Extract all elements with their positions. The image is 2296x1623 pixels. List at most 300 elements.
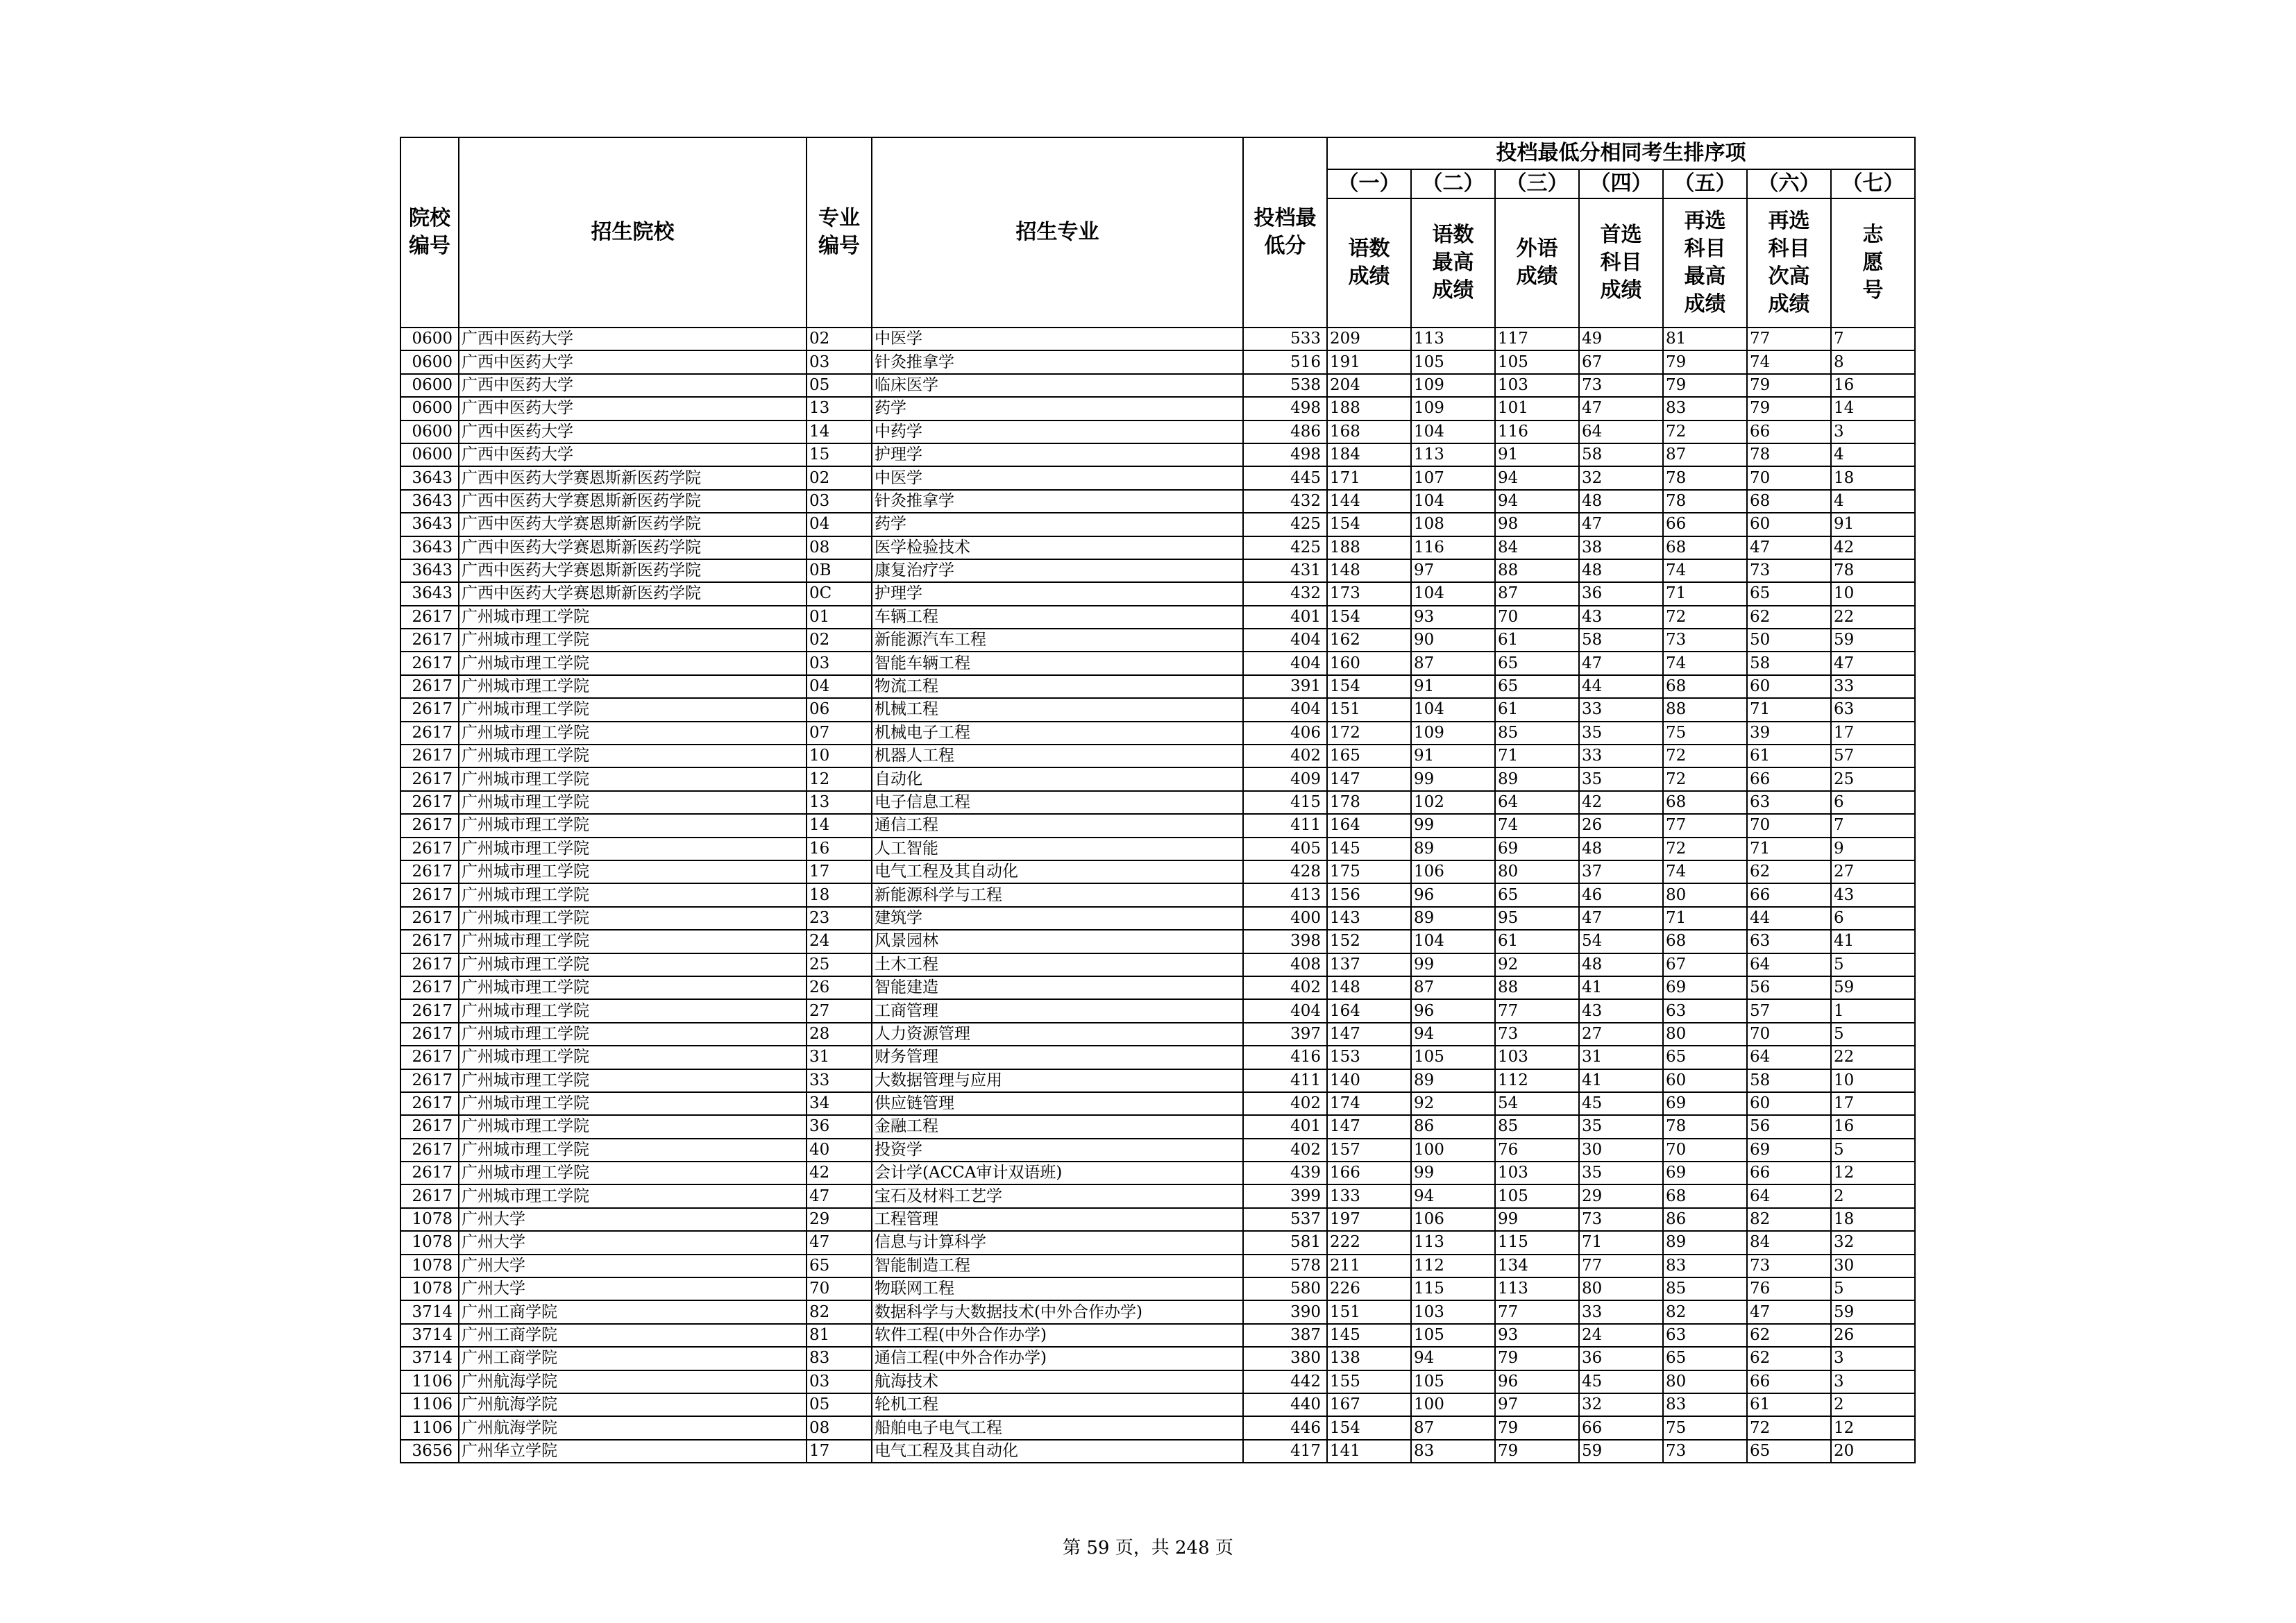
table-row bbox=[400, 559, 1915, 582]
school-name-cell: 广西中医药大学 bbox=[459, 328, 807, 350]
sort7-cell: 22 bbox=[1831, 1046, 1915, 1069]
table-row bbox=[400, 791, 1915, 814]
school-name-cell: 广州城市理工学院 bbox=[459, 907, 807, 930]
sort5-cell: 73 bbox=[1663, 1440, 1747, 1463]
table-row bbox=[400, 1208, 1915, 1231]
table-row bbox=[400, 606, 1915, 629]
school-code-cell: 2617 bbox=[400, 1092, 459, 1115]
sort1-cell: 165 bbox=[1327, 745, 1411, 767]
school-code-cell: 0600 bbox=[400, 374, 459, 397]
sort4-cell: 43 bbox=[1579, 606, 1663, 629]
sort7-cell: 16 bbox=[1831, 374, 1915, 397]
major-name-cell: 投资学 bbox=[872, 1139, 1243, 1162]
school-code-cell: 3714 bbox=[400, 1347, 459, 1370]
sort2-cell: 93 bbox=[1411, 606, 1495, 629]
table-row bbox=[400, 397, 1915, 420]
sort5-cell: 72 bbox=[1663, 745, 1747, 767]
sort2-cell: 100 bbox=[1411, 1393, 1495, 1416]
sort7-cell: 22 bbox=[1831, 606, 1915, 629]
min-score-cell: 401 bbox=[1243, 606, 1327, 629]
school-name-cell: 广州工商学院 bbox=[459, 1347, 807, 1370]
sort5-cell: 83 bbox=[1663, 397, 1747, 420]
sort-col-4-label: 首选科目成绩 bbox=[1579, 198, 1663, 328]
school-name-cell: 广西中医药大学赛恩斯新医药学院 bbox=[459, 536, 807, 559]
sort6-cell: 62 bbox=[1747, 1324, 1831, 1347]
sort5-cell: 78 bbox=[1663, 490, 1747, 513]
min-score-cell: 538 bbox=[1243, 374, 1327, 397]
sort4-cell: 33 bbox=[1579, 1300, 1663, 1323]
sort5-cell: 65 bbox=[1663, 1347, 1747, 1370]
sort1-cell: 148 bbox=[1327, 976, 1411, 999]
sort3-cell: 88 bbox=[1495, 976, 1579, 999]
sort5-cell: 86 bbox=[1663, 1208, 1747, 1231]
sort1-cell: 147 bbox=[1327, 767, 1411, 790]
table-row bbox=[400, 582, 1915, 605]
major-name-cell: 电气工程及其自动化 bbox=[872, 1440, 1243, 1463]
sort7-cell: 16 bbox=[1831, 1115, 1915, 1138]
header-major-name: 招生专业 bbox=[872, 137, 1243, 328]
major-code-cell: 05 bbox=[807, 1393, 872, 1416]
sort3-cell: 89 bbox=[1495, 767, 1579, 790]
school-name-cell: 广州大学 bbox=[459, 1277, 807, 1300]
min-score-cell: 404 bbox=[1243, 629, 1327, 652]
major-name-cell: 数据科学与大数据技术(中外合作办学) bbox=[872, 1300, 1243, 1323]
sort7-cell: 3 bbox=[1831, 1370, 1915, 1393]
sort4-cell: 77 bbox=[1579, 1255, 1663, 1277]
school-name-cell: 广西中医药大学赛恩斯新医药学院 bbox=[459, 559, 807, 582]
major-name-cell: 人力资源管理 bbox=[872, 1023, 1243, 1046]
sort3-cell: 87 bbox=[1495, 582, 1579, 605]
sort5-cell: 75 bbox=[1663, 1416, 1747, 1439]
school-code-cell: 2617 bbox=[400, 976, 459, 999]
sort1-cell: 178 bbox=[1327, 791, 1411, 814]
sort7-cell: 78 bbox=[1831, 559, 1915, 582]
sort3-cell: 85 bbox=[1495, 722, 1579, 745]
sort4-cell: 67 bbox=[1579, 350, 1663, 373]
sort1-cell: 154 bbox=[1327, 513, 1411, 536]
school-name-cell: 广州城市理工学院 bbox=[459, 1115, 807, 1138]
sort7-cell: 41 bbox=[1831, 930, 1915, 953]
school-code-cell: 1078 bbox=[400, 1208, 459, 1231]
sort3-cell: 94 bbox=[1495, 466, 1579, 489]
sort5-cell: 79 bbox=[1663, 374, 1747, 397]
sort1-cell: 153 bbox=[1327, 1046, 1411, 1069]
sort6-cell: 58 bbox=[1747, 652, 1831, 674]
sort3-cell: 91 bbox=[1495, 443, 1579, 466]
sort6-cell: 66 bbox=[1747, 420, 1831, 443]
sort4-cell: 30 bbox=[1579, 1139, 1663, 1162]
major-code-cell: 65 bbox=[807, 1255, 872, 1277]
sort-col-5-num: （五） bbox=[1663, 169, 1747, 198]
major-code-cell: 06 bbox=[807, 698, 872, 721]
sort3-cell: 113 bbox=[1495, 1277, 1579, 1300]
sort4-cell: 35 bbox=[1579, 722, 1663, 745]
sort1-cell: 141 bbox=[1327, 1440, 1411, 1463]
table-row bbox=[400, 1370, 1915, 1393]
school-name-cell: 广州城市理工学院 bbox=[459, 883, 807, 906]
sort1-cell: 156 bbox=[1327, 883, 1411, 906]
table-row bbox=[400, 1184, 1915, 1207]
sort3-cell: 96 bbox=[1495, 1370, 1579, 1393]
sort4-cell: 45 bbox=[1579, 1370, 1663, 1393]
sort5-cell: 68 bbox=[1663, 791, 1747, 814]
sort4-cell: 31 bbox=[1579, 1046, 1663, 1069]
school-name-cell: 广州工商学院 bbox=[459, 1300, 807, 1323]
sort7-cell: 27 bbox=[1831, 860, 1915, 883]
min-score-cell: 411 bbox=[1243, 1069, 1327, 1092]
sort2-cell: 83 bbox=[1411, 1440, 1495, 1463]
sort2-cell: 89 bbox=[1411, 838, 1495, 860]
sort3-cell: 95 bbox=[1495, 907, 1579, 930]
sort1-cell: 148 bbox=[1327, 559, 1411, 582]
min-score-cell: 432 bbox=[1243, 490, 1327, 513]
school-name-cell: 广州大学 bbox=[459, 1208, 807, 1231]
min-score-cell: 406 bbox=[1243, 722, 1327, 745]
table-row bbox=[400, 1092, 1915, 1115]
sort3-cell: 61 bbox=[1495, 930, 1579, 953]
sort4-cell: 35 bbox=[1579, 1115, 1663, 1138]
major-code-cell: 18 bbox=[807, 883, 872, 906]
school-name-cell: 广州城市理工学院 bbox=[459, 1092, 807, 1115]
sort2-cell: 105 bbox=[1411, 1324, 1495, 1347]
min-score-cell: 580 bbox=[1243, 1277, 1327, 1300]
sort2-cell: 116 bbox=[1411, 536, 1495, 559]
school-name-cell: 广州城市理工学院 bbox=[459, 930, 807, 953]
school-code-cell: 0600 bbox=[400, 328, 459, 350]
major-name-cell: 大数据管理与应用 bbox=[872, 1069, 1243, 1092]
sort3-cell: 93 bbox=[1495, 1324, 1579, 1347]
table-row bbox=[400, 466, 1915, 489]
sort7-cell: 32 bbox=[1831, 1231, 1915, 1254]
sort6-cell: 50 bbox=[1747, 629, 1831, 652]
sort5-cell: 71 bbox=[1663, 582, 1747, 605]
school-code-cell: 2617 bbox=[400, 1023, 459, 1046]
min-score-cell: 431 bbox=[1243, 559, 1327, 582]
sort7-cell: 25 bbox=[1831, 767, 1915, 790]
major-code-cell: 70 bbox=[807, 1277, 872, 1300]
major-name-cell: 物联网工程 bbox=[872, 1277, 1243, 1300]
header-major-code: 专业编号 bbox=[807, 137, 872, 328]
major-code-cell: 26 bbox=[807, 976, 872, 999]
sort3-cell: 69 bbox=[1495, 838, 1579, 860]
major-code-cell: 24 bbox=[807, 930, 872, 953]
school-name-cell: 广州城市理工学院 bbox=[459, 722, 807, 745]
school-name-cell: 广州城市理工学院 bbox=[459, 860, 807, 883]
sort3-cell: 85 bbox=[1495, 1115, 1579, 1138]
table-row bbox=[400, 536, 1915, 559]
sort5-cell: 68 bbox=[1663, 675, 1747, 698]
sort6-cell: 47 bbox=[1747, 1300, 1831, 1323]
sort3-cell: 112 bbox=[1495, 1069, 1579, 1092]
school-code-cell: 1106 bbox=[400, 1370, 459, 1393]
sort6-cell: 71 bbox=[1747, 698, 1831, 721]
major-code-cell: 47 bbox=[807, 1231, 872, 1254]
major-code-cell: 15 bbox=[807, 443, 872, 466]
school-name-cell: 广州城市理工学院 bbox=[459, 767, 807, 790]
table-row bbox=[400, 443, 1915, 466]
sort1-cell: 171 bbox=[1327, 466, 1411, 489]
major-code-cell: 04 bbox=[807, 675, 872, 698]
table-row bbox=[400, 814, 1915, 837]
sort4-cell: 41 bbox=[1579, 1069, 1663, 1092]
sort2-cell: 89 bbox=[1411, 907, 1495, 930]
min-score-cell: 402 bbox=[1243, 745, 1327, 767]
sort2-cell: 100 bbox=[1411, 1139, 1495, 1162]
sort6-cell: 74 bbox=[1747, 350, 1831, 373]
major-name-cell: 信息与计算科学 bbox=[872, 1231, 1243, 1254]
major-name-cell: 工商管理 bbox=[872, 999, 1243, 1022]
sort5-cell: 77 bbox=[1663, 814, 1747, 837]
sort6-cell: 70 bbox=[1747, 814, 1831, 837]
sort7-cell: 18 bbox=[1831, 466, 1915, 489]
major-name-cell: 人工智能 bbox=[872, 838, 1243, 860]
sort-col-3-num: （三） bbox=[1495, 169, 1579, 198]
table-row bbox=[400, 1162, 1915, 1184]
major-name-cell: 电气工程及其自动化 bbox=[872, 860, 1243, 883]
school-code-cell: 2617 bbox=[400, 1115, 459, 1138]
min-score-cell: 409 bbox=[1243, 767, 1327, 790]
sort4-cell: 58 bbox=[1579, 629, 1663, 652]
sort3-cell: 92 bbox=[1495, 953, 1579, 976]
sort4-cell: 27 bbox=[1579, 1023, 1663, 1046]
sort7-cell: 59 bbox=[1831, 629, 1915, 652]
major-code-cell: 12 bbox=[807, 767, 872, 790]
school-code-cell: 2617 bbox=[400, 722, 459, 745]
sort1-cell: 174 bbox=[1327, 1092, 1411, 1115]
school-name-cell: 广州航海学院 bbox=[459, 1370, 807, 1393]
sort1-cell: 191 bbox=[1327, 350, 1411, 373]
sort4-cell: 48 bbox=[1579, 953, 1663, 976]
major-name-cell: 中医学 bbox=[872, 466, 1243, 489]
major-name-cell: 物流工程 bbox=[872, 675, 1243, 698]
sort2-cell: 92 bbox=[1411, 1092, 1495, 1115]
sort2-cell: 86 bbox=[1411, 1115, 1495, 1138]
major-code-cell: 0C bbox=[807, 582, 872, 605]
sort5-cell: 80 bbox=[1663, 1370, 1747, 1393]
sort5-cell: 88 bbox=[1663, 698, 1747, 721]
table-row bbox=[400, 675, 1915, 698]
sort3-cell: 116 bbox=[1495, 420, 1579, 443]
major-code-cell: 03 bbox=[807, 490, 872, 513]
school-code-cell: 3714 bbox=[400, 1324, 459, 1347]
min-score-cell: 399 bbox=[1243, 1184, 1327, 1207]
sort7-cell: 12 bbox=[1831, 1416, 1915, 1439]
sort4-cell: 58 bbox=[1579, 443, 1663, 466]
school-code-cell: 3643 bbox=[400, 490, 459, 513]
sort4-cell: 48 bbox=[1579, 490, 1663, 513]
sort4-cell: 43 bbox=[1579, 999, 1663, 1022]
sort2-cell: 109 bbox=[1411, 374, 1495, 397]
sort2-cell: 108 bbox=[1411, 513, 1495, 536]
school-code-cell: 2617 bbox=[400, 814, 459, 837]
major-code-cell: 02 bbox=[807, 466, 872, 489]
sort5-cell: 67 bbox=[1663, 953, 1747, 976]
major-name-cell: 自动化 bbox=[872, 767, 1243, 790]
school-code-cell: 0600 bbox=[400, 397, 459, 420]
school-code-cell: 0600 bbox=[400, 350, 459, 373]
min-score-cell: 439 bbox=[1243, 1162, 1327, 1184]
school-code-cell: 0600 bbox=[400, 420, 459, 443]
sort3-cell: 79 bbox=[1495, 1416, 1579, 1439]
sort3-cell: 101 bbox=[1495, 397, 1579, 420]
sort3-cell: 61 bbox=[1495, 698, 1579, 721]
major-code-cell: 02 bbox=[807, 629, 872, 652]
school-name-cell: 广西中医药大学赛恩斯新医药学院 bbox=[459, 490, 807, 513]
sort3-cell: 115 bbox=[1495, 1231, 1579, 1254]
school-code-cell: 1078 bbox=[400, 1277, 459, 1300]
min-score-cell: 442 bbox=[1243, 1370, 1327, 1393]
sort4-cell: 48 bbox=[1579, 838, 1663, 860]
sort-col-7-num: （七） bbox=[1831, 169, 1915, 198]
sort7-cell: 47 bbox=[1831, 652, 1915, 674]
major-name-cell: 航海技术 bbox=[872, 1370, 1243, 1393]
sort2-cell: 113 bbox=[1411, 443, 1495, 466]
school-code-cell: 1106 bbox=[400, 1416, 459, 1439]
sort5-cell: 72 bbox=[1663, 606, 1747, 629]
major-code-cell: 02 bbox=[807, 328, 872, 350]
major-code-cell: 83 bbox=[807, 1347, 872, 1370]
school-name-cell: 广州城市理工学院 bbox=[459, 1069, 807, 1092]
sort2-cell: 106 bbox=[1411, 1208, 1495, 1231]
sort2-cell: 104 bbox=[1411, 582, 1495, 605]
sort4-cell: 80 bbox=[1579, 1277, 1663, 1300]
school-name-cell: 广西中医药大学赛恩斯新医药学院 bbox=[459, 513, 807, 536]
min-score-cell: 581 bbox=[1243, 1231, 1327, 1254]
major-name-cell: 土木工程 bbox=[872, 953, 1243, 976]
table-row bbox=[400, 883, 1915, 906]
school-name-cell: 广州城市理工学院 bbox=[459, 976, 807, 999]
table-body bbox=[400, 328, 1915, 1463]
sort4-cell: 64 bbox=[1579, 420, 1663, 443]
admission-score-table bbox=[400, 137, 1916, 1463]
school-name-cell: 广州城市理工学院 bbox=[459, 1023, 807, 1046]
major-code-cell: 29 bbox=[807, 1208, 872, 1231]
sort1-cell: 151 bbox=[1327, 698, 1411, 721]
sort3-cell: 65 bbox=[1495, 652, 1579, 674]
sort4-cell: 35 bbox=[1579, 1162, 1663, 1184]
major-code-cell: 08 bbox=[807, 1416, 872, 1439]
school-code-cell: 3643 bbox=[400, 536, 459, 559]
sort6-cell: 66 bbox=[1747, 883, 1831, 906]
sort4-cell: 46 bbox=[1579, 883, 1663, 906]
school-code-cell: 2617 bbox=[400, 675, 459, 698]
table-row bbox=[400, 374, 1915, 397]
sort2-cell: 107 bbox=[1411, 466, 1495, 489]
table-row bbox=[400, 1440, 1915, 1463]
sort1-cell: 143 bbox=[1327, 907, 1411, 930]
sort5-cell: 68 bbox=[1663, 536, 1747, 559]
table-row bbox=[400, 1416, 1915, 1439]
sort7-cell: 17 bbox=[1831, 722, 1915, 745]
sort4-cell: 33 bbox=[1579, 698, 1663, 721]
school-code-cell: 3714 bbox=[400, 1300, 459, 1323]
sort4-cell: 37 bbox=[1579, 860, 1663, 883]
sort3-cell: 97 bbox=[1495, 1393, 1579, 1416]
sort4-cell: 35 bbox=[1579, 767, 1663, 790]
sort5-cell: 72 bbox=[1663, 767, 1747, 790]
sort4-cell: 47 bbox=[1579, 652, 1663, 674]
major-code-cell: 47 bbox=[807, 1184, 872, 1207]
sort4-cell: 73 bbox=[1579, 374, 1663, 397]
sort6-cell: 62 bbox=[1747, 606, 1831, 629]
sort7-cell: 3 bbox=[1831, 420, 1915, 443]
major-name-cell: 财务管理 bbox=[872, 1046, 1243, 1069]
min-score-cell: 390 bbox=[1243, 1300, 1327, 1323]
sort1-cell: 155 bbox=[1327, 1370, 1411, 1393]
min-score-cell: 402 bbox=[1243, 1139, 1327, 1162]
sort6-cell: 66 bbox=[1747, 1162, 1831, 1184]
major-code-cell: 33 bbox=[807, 1069, 872, 1092]
table-row bbox=[400, 722, 1915, 745]
sort1-cell: 166 bbox=[1327, 1162, 1411, 1184]
table-row bbox=[400, 1324, 1915, 1347]
sort2-cell: 104 bbox=[1411, 930, 1495, 953]
sort7-cell: 7 bbox=[1831, 814, 1915, 837]
sort7-cell: 9 bbox=[1831, 838, 1915, 860]
sort3-cell: 103 bbox=[1495, 374, 1579, 397]
sort7-cell: 17 bbox=[1831, 1092, 1915, 1115]
school-name-cell: 广州城市理工学院 bbox=[459, 791, 807, 814]
sort6-cell: 73 bbox=[1747, 1255, 1831, 1277]
sort5-cell: 85 bbox=[1663, 1277, 1747, 1300]
sort1-cell: 175 bbox=[1327, 860, 1411, 883]
sort6-cell: 77 bbox=[1747, 328, 1831, 350]
sort3-cell: 65 bbox=[1495, 675, 1579, 698]
sort3-cell: 77 bbox=[1495, 1300, 1579, 1323]
major-name-cell: 针灸推拿学 bbox=[872, 490, 1243, 513]
sort3-cell: 99 bbox=[1495, 1208, 1579, 1231]
school-code-cell: 2617 bbox=[400, 1069, 459, 1092]
sort6-cell: 61 bbox=[1747, 1393, 1831, 1416]
sort6-cell: 62 bbox=[1747, 1347, 1831, 1370]
sort1-cell: 147 bbox=[1327, 1115, 1411, 1138]
sort-col-5-label: 再选科目最高成绩 bbox=[1663, 198, 1747, 328]
sort2-cell: 89 bbox=[1411, 1069, 1495, 1092]
sort6-cell: 44 bbox=[1747, 907, 1831, 930]
sort4-cell: 47 bbox=[1579, 397, 1663, 420]
sort1-cell: 197 bbox=[1327, 1208, 1411, 1231]
table-row bbox=[400, 745, 1915, 767]
sort1-cell: 164 bbox=[1327, 814, 1411, 837]
table-header bbox=[400, 137, 1915, 328]
sort1-cell: 152 bbox=[1327, 930, 1411, 953]
header-sort-group-title: 投档最低分相同考生排序项 bbox=[1327, 137, 1915, 169]
sort2-cell: 91 bbox=[1411, 675, 1495, 698]
sort2-cell: 106 bbox=[1411, 860, 1495, 883]
major-name-cell: 机械电子工程 bbox=[872, 722, 1243, 745]
major-name-cell: 建筑学 bbox=[872, 907, 1243, 930]
sort5-cell: 72 bbox=[1663, 838, 1747, 860]
min-score-cell: 415 bbox=[1243, 791, 1327, 814]
table-row bbox=[400, 350, 1915, 373]
sort-col-7-label: 志愿号 bbox=[1831, 198, 1915, 328]
sort5-cell: 74 bbox=[1663, 652, 1747, 674]
sort7-cell: 33 bbox=[1831, 675, 1915, 698]
major-code-cell: 82 bbox=[807, 1300, 872, 1323]
sort6-cell: 61 bbox=[1747, 745, 1831, 767]
school-name-cell: 广州城市理工学院 bbox=[459, 652, 807, 674]
major-name-cell: 智能制造工程 bbox=[872, 1255, 1243, 1277]
min-score-cell: 402 bbox=[1243, 976, 1327, 999]
sort3-cell: 105 bbox=[1495, 1184, 1579, 1207]
min-score-cell: 432 bbox=[1243, 582, 1327, 605]
sort3-cell: 103 bbox=[1495, 1046, 1579, 1069]
sort-col-2-num: （二） bbox=[1411, 169, 1495, 198]
major-code-cell: 05 bbox=[807, 374, 872, 397]
major-name-cell: 康复治疗学 bbox=[872, 559, 1243, 582]
sort2-cell: 94 bbox=[1411, 1023, 1495, 1046]
sort2-cell: 97 bbox=[1411, 559, 1495, 582]
